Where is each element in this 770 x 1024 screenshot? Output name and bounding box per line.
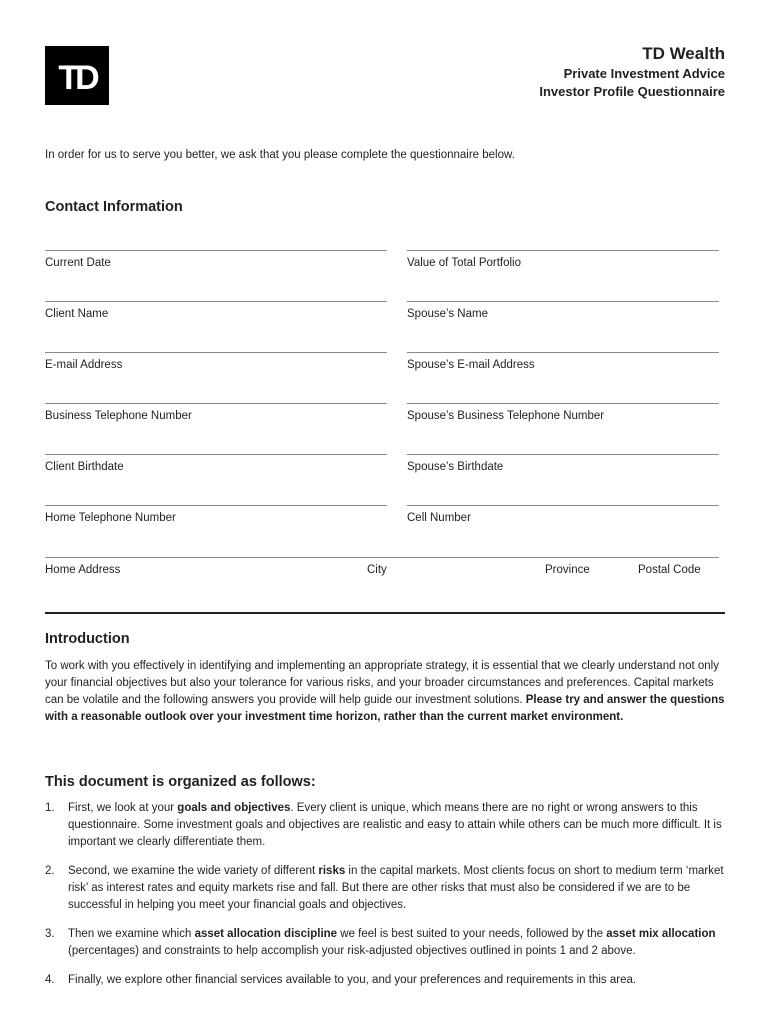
list-item-number: 4. (45, 974, 55, 986)
td-logo-mark (45, 46, 109, 105)
list-item-text: First, we look at your (68, 802, 178, 814)
field-line (45, 454, 387, 455)
list-item-text: (percentages) and constraints to help accomplish your risk-adjusted objectives outlined in points 1 and 2 above. (68, 945, 636, 957)
business-phone-field[interactable] (45, 403, 387, 429)
list-item-bold-text: goals and objectives (177, 802, 291, 814)
postal-code-label: Postal Code (638, 564, 701, 576)
spouse-email-field[interactable] (407, 352, 719, 378)
client-birthdate-label: Client Birthdate (45, 461, 124, 473)
list-item (45, 972, 725, 989)
spouse-business-phone-label: Spouse’s Business Telephone Number (407, 410, 605, 422)
list-item-number: 1. (45, 802, 55, 814)
field-line (407, 352, 719, 353)
list-item-bold-text: risks (318, 865, 346, 877)
spouse-name-field[interactable] (407, 301, 719, 327)
field-line (45, 557, 719, 558)
organization-list (45, 800, 725, 1001)
field-line (407, 250, 719, 251)
subtitle-advice: Private Investment Advice (563, 66, 725, 81)
home-address-label: Home Address (45, 564, 121, 576)
list-item-text: we feel is best suited to your needs, followed by the (337, 928, 607, 940)
svg-text:TD: TD (58, 59, 96, 97)
list-item-number: 3. (45, 928, 55, 940)
list-item-text: Second, we examine the wide variety of different (68, 865, 319, 877)
client-name-label: Client Name (45, 308, 109, 320)
intro-line: In order for us to serve you better, we ask that you please complete the questionnaire below. (45, 149, 515, 161)
field-line (407, 505, 719, 506)
list-item-text: in the capital markets. Most clients focus on short to medium term ‘market risk’ as interest rates and equity markets rise and fall. But there are other risks that must also be considered if we are to be successful in helping you meet your financial goals and objectives. (68, 865, 724, 911)
introduction-paragraph (45, 658, 725, 726)
subtitle-questionnaire: Investor Profile Questionnaire (539, 84, 725, 99)
list-item (45, 800, 725, 851)
spouse-name-label: Spouse’s Name (407, 308, 488, 320)
section-divider (45, 612, 725, 614)
introduction-text: To work with you effectively in identifying and implementing an appropriate strategy, it is essential that we clearly understand not only your financial objectives but also your tolerance for various risks, and your broader circumstances and preferences. Capital markets can be volatile and the following answers you provide will help guide our investment solutions. (45, 660, 719, 706)
portfolio-value-field[interactable] (407, 250, 719, 276)
field-line (407, 301, 719, 302)
list-item-number: 2. (45, 865, 55, 877)
introduction-bold-text: Please try and answer the questions with a reasonable outlook over your investment time horizon, rather than the current market environment. (45, 694, 725, 723)
td-logo (45, 46, 109, 105)
field-line (407, 403, 719, 404)
spouse-birthdate-label: Spouse’s Birthdate (407, 461, 504, 473)
email-label: E-mail Address (45, 359, 123, 371)
field-line (45, 301, 387, 302)
current-date-label: Current Date (45, 257, 111, 269)
list-item-text: Finally, we explore other financial services available to you, and your preferences and requirements in this area. (68, 974, 637, 986)
client-birthdate-field[interactable] (45, 454, 387, 480)
list-item (45, 863, 725, 914)
field-line (45, 250, 387, 251)
portfolio-value-label: Value of Total Portfolio (407, 257, 522, 269)
list-item (45, 926, 725, 960)
home-phone-label: Home Telephone Number (45, 512, 176, 524)
business-phone-label: Business Telephone Number (45, 410, 192, 422)
field-line (45, 505, 387, 506)
current-date-field[interactable] (45, 250, 387, 276)
document-header (539, 43, 725, 101)
cell-number-field[interactable] (407, 505, 719, 531)
city-label: City (367, 564, 387, 576)
email-field[interactable] (45, 352, 387, 378)
list-item-bold-text: asset allocation discipline (194, 928, 338, 940)
home-address-field[interactable] (45, 557, 719, 583)
list-item-bold-text: asset mix allocation (606, 928, 716, 940)
introduction-heading: Introduction (45, 631, 130, 647)
organization-heading: This document is organized as follows: (45, 774, 316, 790)
spouse-email-label: Spouse’s E-mail Address (407, 359, 535, 371)
field-line (407, 454, 719, 455)
list-item-text: Then we examine which (68, 928, 195, 940)
spouse-business-phone-field[interactable] (407, 403, 719, 429)
contact-heading: Contact Information (45, 199, 183, 215)
brand-title: TD Wealth (642, 44, 725, 63)
field-line (45, 403, 387, 404)
cell-number-label: Cell Number (407, 512, 471, 524)
spouse-birthdate-field[interactable] (407, 454, 719, 480)
home-phone-field[interactable] (45, 505, 387, 531)
province-label: Province (545, 564, 590, 576)
list-item-text: . Every client is unique, which means there are no right or wrong answers to this questionnaire. Some investment goals and objectives are realistic and easy to attain while others can be much more difficult. It is important we clearly differentiate them. (68, 802, 722, 848)
client-name-field[interactable] (45, 301, 387, 327)
field-line (45, 352, 387, 353)
